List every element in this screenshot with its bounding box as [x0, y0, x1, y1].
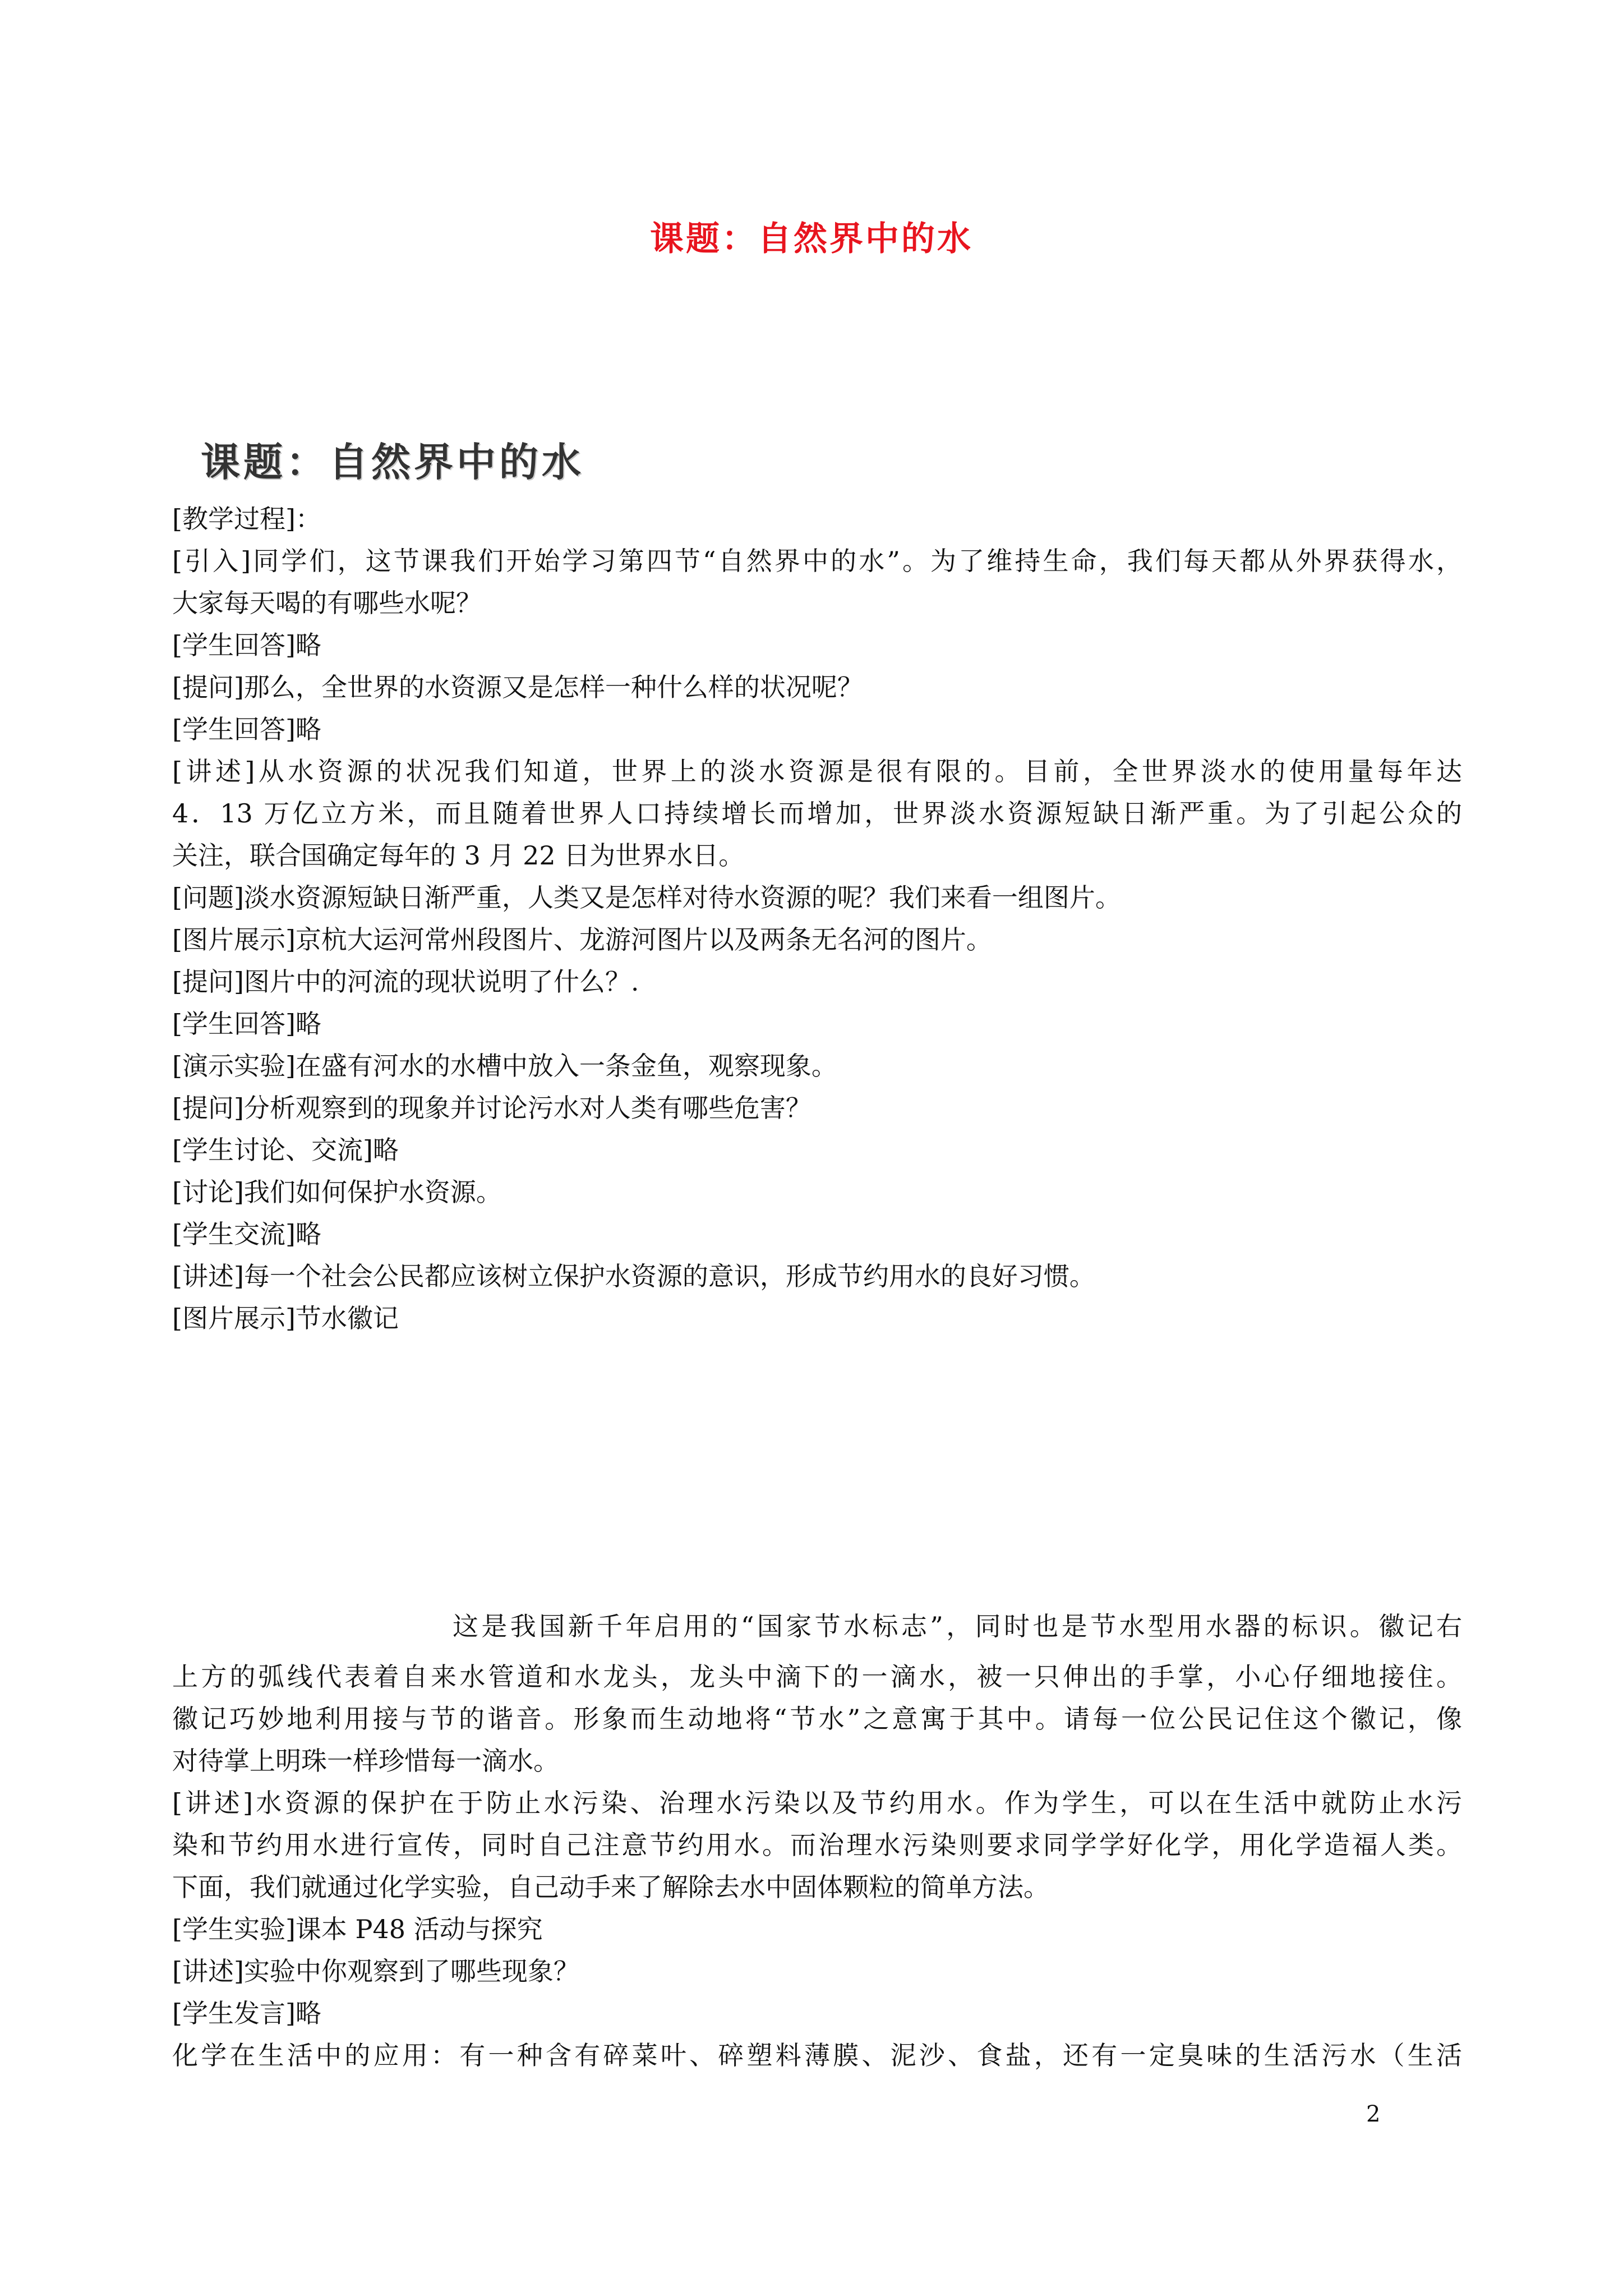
- lesson-continued-section: [172, 1656, 1462, 2077]
- paragraph-line: 化学在生活中的应用：有一种含有碎菜叶、碎塑料薄膜、泥沙、食盐，还有一定臭味的生活污水（生活: [172, 2040, 1462, 2070]
- paragraph-line: [讲述]从水资源的状况我们知道，世界上的淡水资源是很有限的。目前，全世界淡水的使用量每年达: [172, 756, 1462, 786]
- paragraph-line: [引入]同学们，这节课我们开始学习第四节“自然界中的水”。为了维持生命，我们每天都从外界获得水，: [172, 546, 1462, 576]
- paragraph-line: 染和节约用水进行宣传，同时自己注意节约用水。而治理水污染则要求同学学好化学，用化学造福人类。: [172, 1830, 1462, 1860]
- paragraph-line: 大家每天喝的有哪些水呢？: [172, 588, 482, 618]
- paragraph-line: 下面，我们就通过化学实验，自己动手来了解除去水中固体颗粒的简单方法。: [172, 1872, 1049, 1902]
- paragraph-line: 4．13 万亿立方米，而且随着世界人口持续增长而增加，世界淡水资源短缺日渐严重。为了引起公众的: [172, 798, 1462, 829]
- paragraph-line: [讨论]我们如何保护水资源。: [172, 1177, 502, 1207]
- paragraph-line: [问题]淡水资源短缺日渐严重，人类又是怎样对待水资源的呢？我们来看一组图片。: [172, 882, 1121, 913]
- paragraph-line: [学生实验]课本 P48 活动与探究: [172, 1914, 543, 1944]
- paragraph-line: [教学过程]：: [172, 504, 321, 534]
- paragraph-line: [学生回答]略: [172, 630, 321, 660]
- paragraph-line: 关注，联合国确定每年的 3 月 22 日为世界水日。: [172, 840, 745, 871]
- paragraph-line: 这是我国新千年启用的“国家节水标志”，同时也是节水型用水器的标识。徽记右: [453, 1611, 1462, 1641]
- paragraph-line: [学生回答]略: [172, 714, 321, 744]
- emblem-description: [172, 1605, 1462, 1648]
- paragraph-line: [讲述]水资源的保护在于防止水污染、治理水污染以及节约用水。作为学生，可以在生活中就防止水污: [172, 1788, 1462, 1818]
- paragraph-line: [图片展示]节水徽记: [172, 1303, 399, 1333]
- paragraph-line: [图片展示]京杭大运河常州段图片、龙游河图片以及两条无名河的图片。: [172, 924, 992, 955]
- lesson-process-section: [172, 498, 1462, 1340]
- paragraph-line: [提问]那么，全世界的水资源又是怎样一种什么样的状况呢？: [172, 672, 863, 702]
- paragraph-line: [学生发言]略: [172, 1998, 321, 2028]
- page-title: 课题：自然界中的水: [650, 219, 973, 259]
- paragraph-line: 徽记巧妙地利用接与节的谐音。形象而生动地将“节水”之意寓于其中。请每一位公民记住这个徽记，像: [172, 1704, 1462, 1734]
- paragraph-line: [学生讨论、交流]略: [172, 1135, 399, 1165]
- embedded-image-title: 课题：自然界中的水: [201, 439, 584, 485]
- page-number: 2: [1366, 2101, 1381, 2127]
- paragraph-line: [提问]分析观察到的现象并讨论污水对人类有哪些危害？: [172, 1093, 811, 1123]
- paragraph-line: 对待掌上明珠一样珍惜每一滴水。: [172, 1746, 559, 1776]
- paragraph-line: [学生回答]略: [172, 1009, 321, 1039]
- paragraph-line: [讲述]每一个社会公民都应该树立保护水资源的意识，形成节约用水的良好习惯。: [172, 1261, 1095, 1291]
- paragraph-line: [讲述]实验中你观察到了哪些现象？: [172, 1956, 579, 1986]
- paragraph-line: [演示实验]在盛有河水的水槽中放入一条金鱼，观察现象。: [172, 1051, 837, 1081]
- paragraph-line: 上方的弧线代表着自来水管道和水龙头，龙头中滴下的一滴水，被一只伸出的手掌，小心仔细地接住。: [172, 1662, 1462, 1692]
- paragraph-line: [学生交流]略: [172, 1219, 321, 1249]
- paragraph-line: [提问]图片中的河流的现状说明了什么？.: [172, 967, 639, 997]
